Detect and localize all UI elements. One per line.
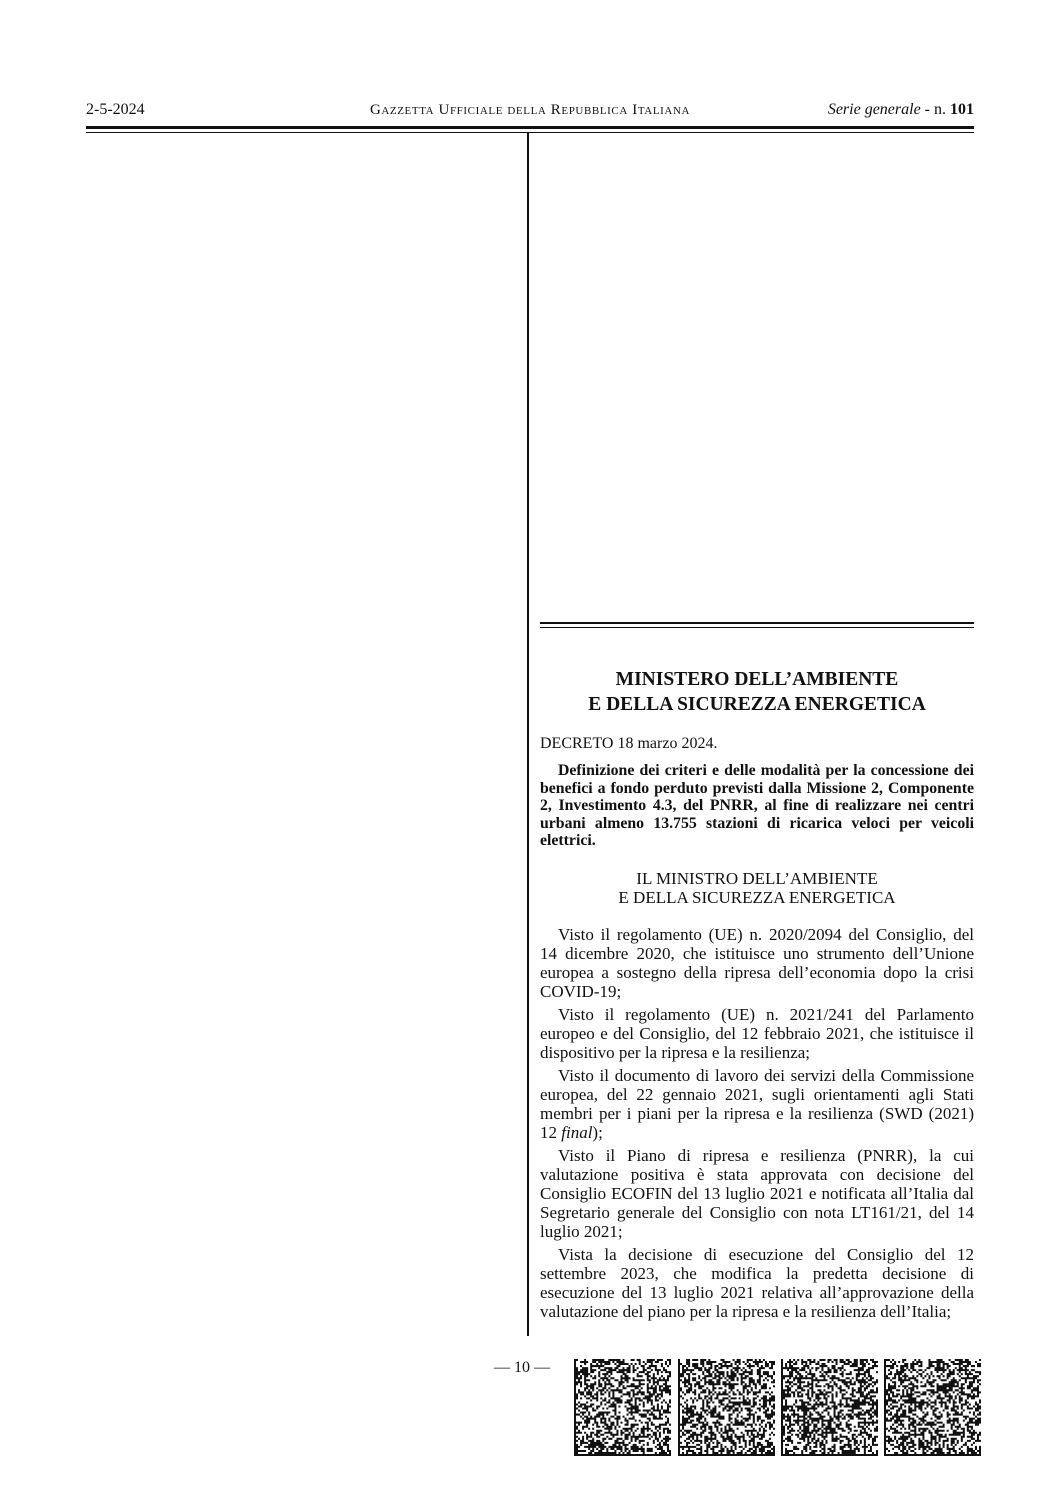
section-rule-thick [540, 622, 974, 624]
ministry-line-2: E DELLA SICUREZZA ENERGETICA [588, 694, 926, 715]
paragraph-italic: final [561, 1123, 593, 1142]
page-header [86, 101, 974, 125]
decree-heading [540, 735, 974, 753]
paragraph: Visto il Piano di ripresa e resilienza (PNRR), la cui valutazione positiva è stata approvata con decisione del Consiglio ECOFIN del 13 luglio 2021 e notificata all’Italia dal Segretario generale del Consiglio con nota LT161/21, del 14 luglio 2021; [540, 1146, 974, 1241]
datamatrix-code [781, 1359, 878, 1456]
paragraph: Vista la decisione di esecuzione del Consiglio del 12 settembre 2023, che modifica la predetta decisione di esecuzione del 13 luglio 2021 relativa all’approvazione della valutazione del piano per la ripresa e la resilienza dell’Italia; [540, 1245, 974, 1321]
column-divider [527, 133, 529, 1336]
minister-heading [540, 869, 974, 907]
datamatrix-code [884, 1359, 981, 1456]
paragraph-text: ); [592, 1123, 603, 1142]
header-rule-thin [86, 132, 974, 133]
header-date: 2-5-2024 [86, 101, 145, 118]
section-rule-thin [540, 627, 974, 628]
paragraph-text: Visto il documento di lavoro dei servizi della Commissione europea, del 22 gennaio 2021, sugli orientamenti agli Stati membri per i piani per la ripresa e la resilienza (SWD (2021) 12 [540, 1066, 974, 1142]
series-info [828, 101, 974, 119]
paragraph [540, 1066, 974, 1142]
datamatrix-code [574, 1359, 671, 1456]
series-number: 101 [950, 101, 974, 118]
ministry-line-1: MINISTERO DELL’AMBIENTE [615, 669, 899, 690]
series-label: Serie generale [827, 101, 921, 118]
paragraph: Visto il regolamento (UE) n. 2021/241 del Parlamento europeo e del Consiglio, del 12 febbraio 2021, che istituisce il dispositivo per la ripresa e la resilienza; [540, 1005, 974, 1062]
decree-date: 18 marzo 2024. [613, 735, 718, 752]
paragraph: Visto il regolamento (UE) n. 2020/2094 del Consiglio, del 14 dicembre 2020, che istituisce uno strumento dell’Unione europea a sostegno della ripresa dell’economia dopo la crisi COVID-19; [540, 925, 974, 1001]
minister-line-2: E DELLA SICUREZZA ENERGETICA [618, 888, 896, 907]
decree-label: DECRETO [540, 735, 614, 752]
decree-subject: Definizione dei criteri e delle modalità per la concessione dei benefici a fondo perduto previsti dalla Missione 2, Componente 2, Investimento 4.3, del PNRR, al fine di realizzare nei centri urbani almeno 13.755 stazioni di ricarica veloci per veicoli elettrici. [540, 762, 974, 850]
decree-body [540, 925, 974, 1325]
series-number-prefix: n. [934, 101, 946, 118]
header-rule-thick [86, 126, 974, 129]
minister-line-1: IL MINISTRO DELL’AMBIENTE [636, 869, 878, 888]
page-number: — 10 — [494, 1359, 550, 1376]
gazette-title: Gazzetta Ufficiale della Repubblica Italiana [369, 102, 691, 118]
datamatrix-code [678, 1359, 775, 1456]
ministry-heading [540, 667, 974, 717]
series-separator: - [924, 101, 934, 118]
